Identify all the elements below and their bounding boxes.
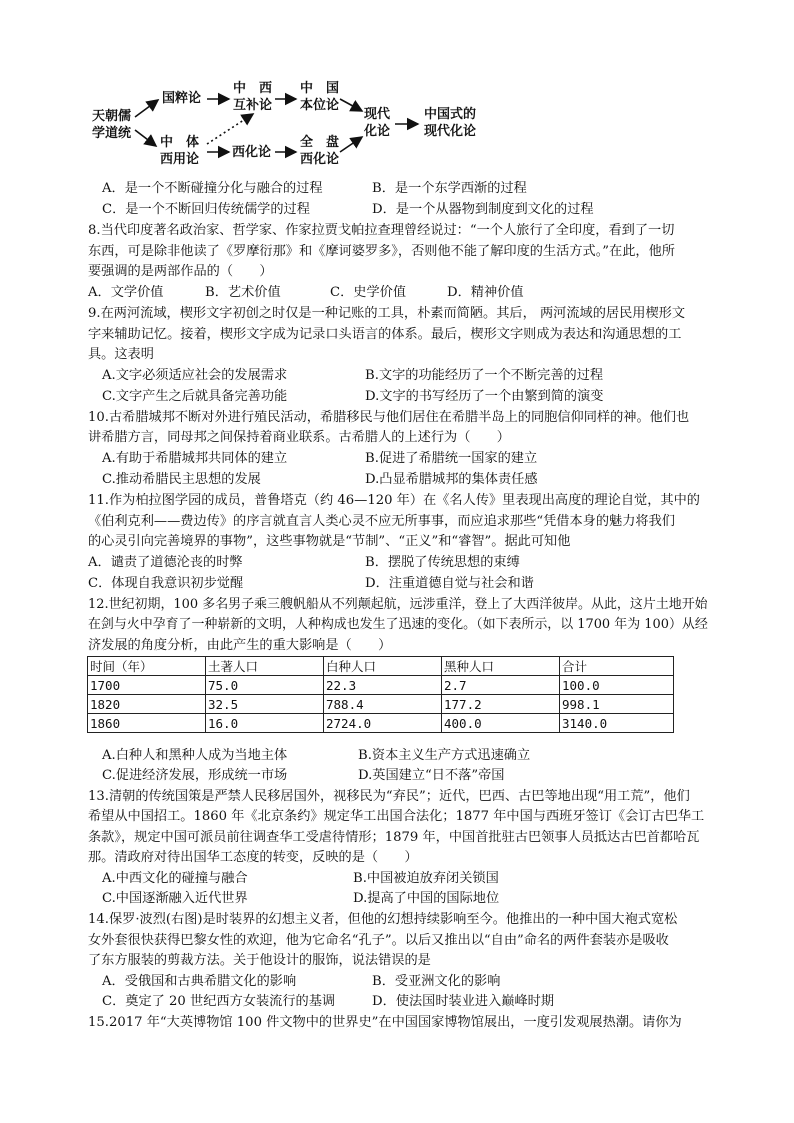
q9-option-a[interactable]: A.文字必须适应社会的发展需求 — [102, 368, 288, 383]
node-hubu-l2: 互补论 — [233, 98, 273, 113]
node-tianchao — [92, 108, 131, 142]
arrow-1 — [135, 100, 158, 117]
q10-option-b[interactable]: B.促进了希腊统一国家的建立 — [365, 451, 538, 466]
table-cell: 32.5 — [206, 695, 324, 714]
table-cell: 16.0 — [206, 714, 324, 733]
q12-stem-line1: 12.世纪初期，100 多名男子乘三艘帆船从不列颠起航，远涉重洋，登上了大西洋彼岸。从此，这片土地开始 — [88, 597, 708, 612]
q13-stem-line2: 希望从中国招工。1860 年《北京条约》规定华工出国合法化；1877 年中国与西班牙签订《会订古巴华工 — [88, 809, 705, 824]
table-row — [88, 714, 674, 733]
q10-stem-line1: 10.古希腊城邦不断对外进行殖民活动，希腊移民与他们居住在希腊半岛上的同胞信仰同样的神。他们也 — [88, 410, 690, 425]
q9-option-c[interactable]: C.文字产生之后就具备完善功能 — [102, 389, 288, 404]
q8-stem-line1: 8.当代印度著名政治家、哲学家、作家拉贾戈帕拉查理曾经说过：“一个人旅行了全印度，看到了一切 — [88, 223, 675, 238]
q7-option-a[interactable]: A．是一个不断碰撞分化与融合的过程 — [102, 181, 323, 196]
node-tianchao-l2: 学道统 — [92, 126, 132, 141]
q12-stem-line3: 济发展的角度分析，由此产生的重大影响是（ ） — [88, 638, 392, 653]
table-cell: 177.2 — [442, 695, 560, 714]
table-cell: 998.1 — [560, 695, 674, 714]
node-benwei-l1: 中 国 — [300, 81, 340, 96]
q11-option-d[interactable]: D．注重道德自觉与社会和谐 — [365, 576, 534, 591]
node-hubu-l1: 中 西 — [233, 81, 273, 96]
node-xiandaihua-l1: 现代 — [364, 107, 391, 122]
node-xihua: 西化论 — [232, 145, 272, 160]
table-cell: 1860 — [88, 714, 206, 733]
table-header-cell: 黑种人口 — [442, 657, 560, 676]
q14-stem-line3: 了东方服装的剪裁方法。关于他设计的服饰，说法错误的是 — [88, 953, 431, 968]
q11-stem-line1: 11.作为柏拉图学园的成员，普鲁塔克（约 46—120 年）在《名人传》里表现出高度的理论自觉，其中的 — [88, 493, 700, 508]
q12-option-d[interactable]: D.英国建立“日不落”帝国 — [358, 768, 505, 783]
q14-option-d[interactable]: D．使法国时装业进入巅峰时期 — [372, 994, 555, 1009]
node-xiandaihua-l2: 化论 — [364, 124, 391, 139]
node-benwei — [300, 80, 339, 114]
table-cell: 400.0 — [442, 714, 560, 733]
table-cell: 1700 — [88, 676, 206, 695]
table-header-cell: 时间（年） — [88, 657, 206, 676]
node-zhongguoshi-l2: 现代化论 — [424, 124, 477, 139]
q9-stem-line1: 9.在两河流域，楔形文字初创之时仅是一种记账的工具，朴素而简陋。其后， 两河流域的居民用楔形文 — [88, 306, 686, 321]
node-zhongguoshi — [424, 106, 476, 140]
table-row — [88, 676, 674, 695]
node-tianchao-l1: 天朝儒 — [92, 109, 132, 124]
q12-option-b[interactable]: B.资本主义生产方式迅速确立 — [358, 748, 531, 763]
q13-option-d[interactable]: D.提高了中国的国际地位 — [353, 891, 500, 906]
table-header-cell: 白种人口 — [324, 657, 442, 676]
q13-stem-line3: 条款》，规定中国可派员前往调查华工受虐待情形；1879 年，中国首批驻古巴领事人员抵达古巴首都哈瓦 — [88, 830, 700, 845]
population-table — [87, 656, 674, 733]
node-zhongti-l2: 西用论 — [160, 152, 200, 167]
q7-option-d[interactable]: D．是一个从器物到制度到文化的过程 — [372, 202, 594, 217]
node-zhongti — [160, 134, 199, 168]
table-cell: 22.3 — [324, 676, 442, 695]
node-zhongti-l1: 中 体 — [160, 135, 200, 150]
table-cell: 3140.0 — [560, 714, 674, 733]
q8-stem-line3: 要强调的是两部作品的（ ） — [88, 264, 273, 279]
q8-stem-line2: 东西，可是除非他读了《罗摩衍那》和《摩诃婆罗多》，否则他不能了解印度的生活方式。”在此，他所 — [88, 244, 675, 259]
q7-option-b[interactable]: B．是一个东学西渐的过程 — [372, 181, 527, 196]
q11-option-a[interactable]: A．谴责了道德沦丧的时弊 — [88, 555, 243, 570]
q11-stem-line2: 《伯利克利——费边传》的序言就直言人类心灵不应无所事事，而应追求那些“凭借本身的魅力将我们 — [88, 514, 675, 529]
table-cell: 1820 — [88, 695, 206, 714]
table-cell: 100.0 — [560, 676, 674, 695]
table-cell: 2.7 — [442, 676, 560, 695]
arrow-dotted — [207, 114, 253, 144]
q8-option-c[interactable]: C．史学价值 — [330, 285, 407, 300]
table-cell: 788.4 — [324, 695, 442, 714]
table-row — [88, 695, 674, 714]
q11-stem-line3: 的心灵引向完善境界的事物”，这些事物就是“节制”、“正义”和“睿智”。据此可知他 — [88, 534, 571, 549]
table-cell: 75.0 — [206, 676, 324, 695]
q11-option-b[interactable]: B．摆脱了传统思想的束缚 — [365, 555, 520, 570]
arrow-8 — [340, 137, 362, 152]
node-hubu — [233, 80, 272, 114]
node-benwei-l2: 本位论 — [300, 98, 340, 113]
arrow-5 — [340, 99, 362, 111]
q14-option-c[interactable]: C．奠定了 20 世纪西方女装流行的基调 — [102, 994, 336, 1009]
q10-option-a[interactable]: A.有助于希腊城邦共同体的建立 — [102, 451, 288, 466]
q14-stem-line2: 女外套很快获得巴黎女性的欢迎，他为它命名“孔子”。以后又推出以“自由”命名的两件套装亦是吸收 — [88, 933, 669, 948]
table-header-cell: 土著人口 — [206, 657, 324, 676]
q9-option-b[interactable]: B.文字的功能经历了一个不断完善的过程 — [365, 368, 604, 383]
q15-stem-line1: 15.2017 年“大英博物馆 100 件文物中的世界史”在中国国家博物馆展出，一度引发观展热潮。请你为 — [88, 1015, 682, 1030]
node-quanpan — [300, 134, 339, 168]
q12-option-a[interactable]: A.白种人和黑种人成为当地主体 — [102, 748, 288, 763]
q14-option-b[interactable]: B．受亚洲文化的影响 — [372, 974, 501, 989]
node-zhongguoshi-l1: 中国式的 — [424, 107, 477, 122]
node-xiandaihua — [364, 106, 390, 140]
q10-option-d[interactable]: D.凸显希腊城邦的集体责任感 — [365, 472, 538, 487]
q12-stem-line2: 在剑与火中孕育了一种崭新的文明，人种构成也发生了迅速的变化。（如下表所示，以 1700 年为 100）从经 — [88, 617, 708, 632]
q13-stem-line1: 13.清朝的传统国策是严禁人民移居国外，视移民为“弃民”；近代，巴西、古巴等地出现“用工荒”，他们 — [88, 789, 690, 804]
q13-option-b[interactable]: B.中国被迫放弃闭关锁国 — [353, 871, 499, 886]
q12-option-c[interactable]: C.促进经济发展，形成统一市场 — [102, 768, 288, 783]
q14-option-a[interactable]: A．受俄国和古典希腊文化的影响 — [102, 974, 297, 989]
table-header-cell: 合计 — [560, 657, 674, 676]
q13-option-a[interactable]: A.中西文化的碰撞与融合 — [102, 871, 248, 886]
arrow-2 — [135, 130, 156, 146]
q8-option-d[interactable]: D．精神价值 — [447, 285, 524, 300]
q10-stem-line2: 讲希腊方言，同母邦之间保持着商业联系。古希腊人的上述行为（ ） — [88, 430, 510, 445]
table-cell: 2724.0 — [324, 714, 442, 733]
q7-option-c[interactable]: C．是一个不断回归传统儒学的过程 — [102, 202, 310, 217]
q14-stem-line1: 14.保罗·波烈(右图)是时装界的幻想主义者，但他的幻想持续影响至今。他推出的一种中国大袍式宽松 — [88, 912, 678, 927]
q8-option-a[interactable]: A．文学价值 — [88, 285, 164, 300]
q10-option-c[interactable]: C.推动希腊民主思想的发展 — [102, 472, 261, 487]
diagram-arrows — [0, 0, 794, 180]
q9-stem-line2: 字来辅助记忆。接着，楔形文字成为记录口头语言的体系。最后，楔形文字则成为表达和沟通思想的工 — [88, 327, 682, 342]
node-quanpan-l1: 全 盘 — [300, 135, 340, 150]
q11-option-c[interactable]: C．体现自我意识初步觉醒 — [88, 576, 244, 591]
q13-stem-line4: 那。清政府对待出国华工态度的转变，反映的是（ ） — [88, 850, 418, 865]
q9-option-d[interactable]: D.文字的书写经历了一个由繁到简的演变 — [365, 389, 604, 404]
q13-option-c[interactable]: C.中国逐渐融入近代世界 — [102, 891, 248, 906]
table-header-row — [88, 657, 674, 676]
node-guocui: 国粹论 — [162, 91, 202, 106]
q9-stem-line3: 具。这表明 — [88, 347, 154, 362]
node-quanpan-l2: 西化论 — [300, 152, 340, 167]
q8-option-b[interactable]: B．艺术价值 — [205, 285, 281, 300]
